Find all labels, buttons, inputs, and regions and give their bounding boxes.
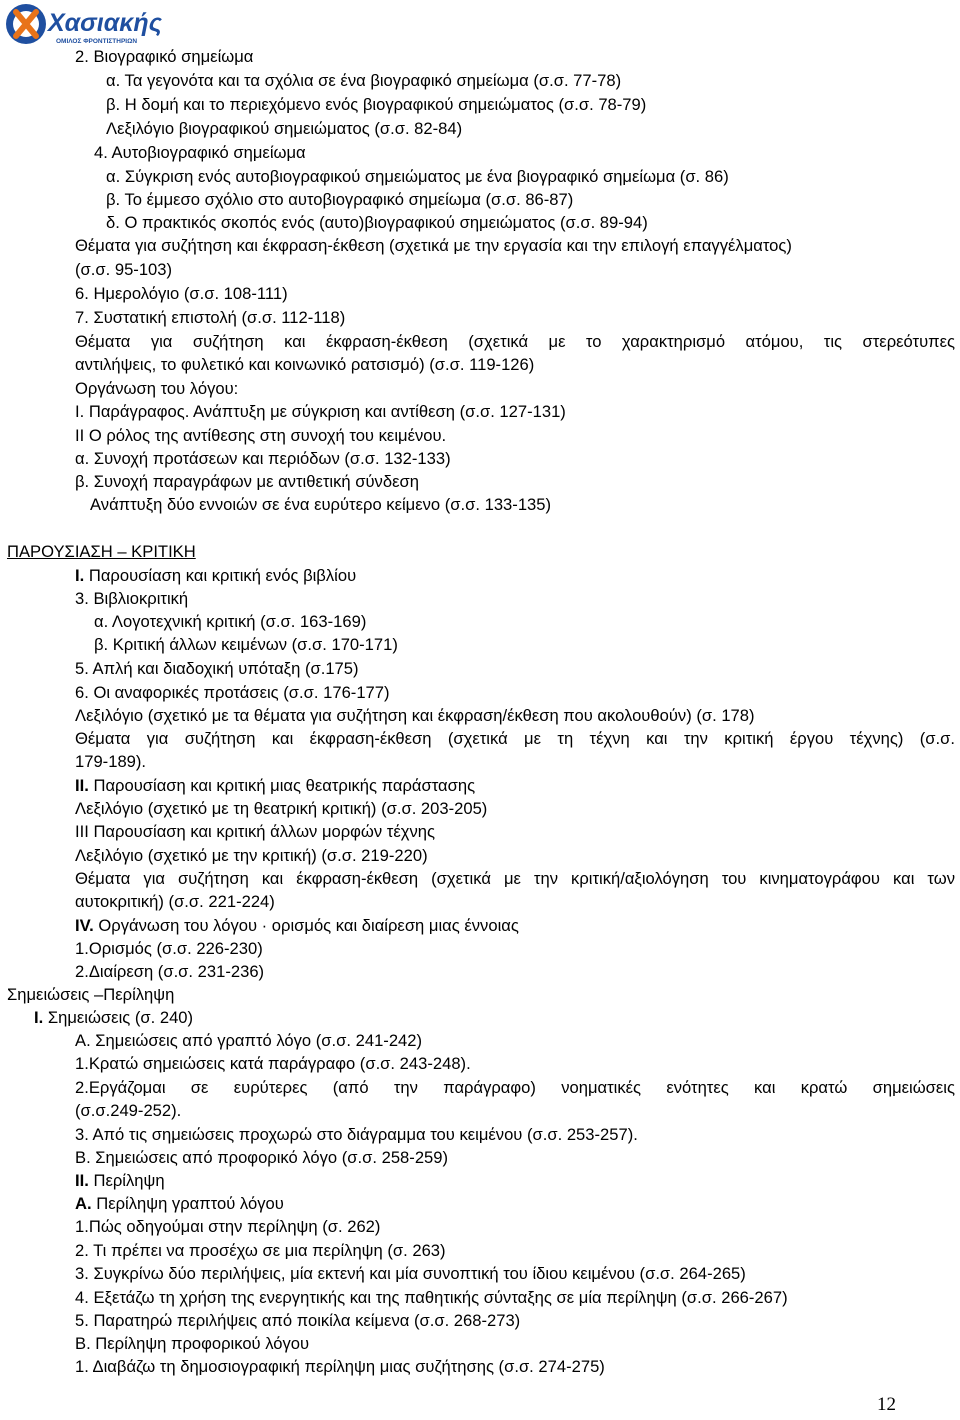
- logo-mark-icon: [4, 2, 190, 46]
- section-heading: ΠΑΡΟΥΣΙΑΣΗ – ΚΡΙΤΙΚΗ: [7, 542, 196, 561]
- text-line: 2.Εργάζομαι σε ευρύτερες (από την παράγραφο) νοηματικές ενότητες και κρατώ σημειώσεις: [75, 1078, 955, 1097]
- section-heading: Σημειώσεις –Περίληψη: [7, 985, 175, 1004]
- text-line: ΙΙ. Παρουσίαση και κριτική μιας θεατρικής παράστασης: [75, 776, 476, 795]
- text-line: Ι. Παρουσίαση και κριτική ενός βιβλίου: [75, 566, 357, 585]
- list-marker: Α.: [75, 1194, 92, 1213]
- text-line: ΙΙ Ο ρόλος της αντίθεσης στη συνοχή του κειμένου.: [75, 426, 447, 445]
- text-line: Θέματα για συζήτηση και έκφραση-έκθεση (σχετικά με τη τέχνη και την κριτική έργου τέχνης) (σ.σ.: [75, 729, 955, 748]
- text-line: 3. Από τις σημειώσεις προχωρώ στο διάγραμμα του κειμένου (σ.σ. 253-257).: [75, 1125, 638, 1144]
- text-line: 4. Αυτοβιογραφικό σημείωμα: [94, 143, 306, 162]
- text-line: β. Η δομή και το περιεχόμενο ενός βιογραφικού σημειώματος (σ.σ. 78-79): [106, 95, 647, 114]
- text-line: Θέματα για συζήτηση και έκφραση-έκθεση (σχετικά με την εργασία και την επιλογή επαγγέλματος): [75, 236, 792, 255]
- list-marker: ΙΙ.: [75, 1171, 89, 1190]
- text-line: α. Τα γεγονότα και τα σχόλια σε ένα βιογραφικό σημείωμα (σ.σ. 77-78): [106, 71, 622, 90]
- page-number: 12: [877, 1394, 896, 1415]
- text-line: Α. Περίληψη γραπτού λόγου: [75, 1194, 284, 1213]
- text-line: 179-189).: [75, 752, 147, 771]
- text-line: β. Συνοχή παραγράφων με αντιθετική σύνδεση: [75, 472, 419, 491]
- text-line: Λεξιλόγιο (σχετικό με τη θεατρική κριτική) (σ.σ. 203-205): [75, 799, 488, 818]
- list-marker: Ι.: [34, 1008, 44, 1027]
- text-line: δ. Ο πρακτικός σκοπός ενός (αυτο)βιογραφικού σημειώματος (σ.σ. 89-94): [106, 213, 648, 232]
- text-line: Ανάπτυξη δύο εννοιών σε ένα ευρύτερο κείμενο (σ.σ. 133-135): [90, 495, 552, 514]
- text-line: 3. Συγκρίνω δύο περιλήψεις, μία εκτενή και μία συνοπτική του ίδιου κειμένου (σ.σ. 264-265): [75, 1264, 746, 1283]
- text-line: Λεξιλόγιο (σχετικό με την κριτική) (σ.σ. 219-220): [75, 846, 428, 865]
- text-line: Λεξιλόγιο βιογραφικού σημειώματος (σ.σ. 82-84): [106, 119, 463, 138]
- list-marker: IV.: [75, 916, 94, 935]
- text-line: β. Κριτική άλλων κειμένων (σ.σ. 170-171): [94, 635, 398, 654]
- text-line: 2. Βιογραφικό σημείωμα: [75, 47, 254, 66]
- text-line: 1.Κρατώ σημειώσεις κατά παράγραφο (σ.σ. 243-248).: [75, 1054, 471, 1073]
- text-line: β. Το έμμεσο σχόλιο στο αυτοβιογραφικό σημείωμα (σ.σ. 86-87): [106, 190, 574, 209]
- text-line: 1.Πώς οδηγούμαι στην περίληψη (σ. 262): [75, 1217, 381, 1236]
- text-line: Θέματα για συζήτηση και έκφραση-έκθεση (σχετικά με το χαρακτηρισμό ατόμου, τις στερεότυπες: [75, 332, 955, 351]
- text-line: α. Συνοχή προτάσεων και περιόδων (σ.σ. 132-133): [75, 449, 451, 468]
- text-line: α. Σύγκριση ενός αυτοβιογραφικού σημειώματος με ένα βιογραφικό σημείωμα (σ. 86): [106, 167, 729, 186]
- list-marker: ΙΙ.: [75, 776, 89, 795]
- text-line: 6. Οι αναφορικές προτάσεις (σ.σ. 176-177): [75, 683, 390, 702]
- text-line: 5. Παρατηρώ περιλήψεις από ποικίλα κείμενα (σ.σ. 268-273): [75, 1311, 521, 1330]
- text-line: Θέματα για συζήτηση και έκφραση-έκθεση (σχετικά με την κριτική/αξιολόγηση του κινηματογράφου και των: [75, 869, 955, 888]
- text-line: αντιλήψεις, το φυλετικό και κοινωνικό ρατσισμό) (σ.σ. 119-126): [75, 355, 535, 374]
- text-line: 1.Ορισμός (σ.σ. 226-230): [75, 939, 263, 958]
- text-line: 7. Συστατική επιστολή (σ.σ. 112-118): [75, 308, 346, 327]
- text-line: (σ.σ. 95-103): [75, 260, 173, 279]
- text-line: ΙΙ. Περίληψη: [75, 1171, 165, 1190]
- brand-logo: [4, 2, 190, 46]
- text-line: (σ.σ.249-252).: [75, 1101, 182, 1120]
- text-line: Οργάνωση του λόγου:: [75, 379, 239, 398]
- logo-brand-text: Χασιακής: [48, 9, 162, 37]
- text-line: Β. Σημειώσεις από προφορικό λόγο (σ.σ. 258-259): [75, 1148, 449, 1167]
- text-line: 4. Εξετάζω τη χρήση της ενεργητικής και της παθητικής σύνταξης σε μία περίληψη (σ.σ. 266-267): [75, 1288, 788, 1307]
- text-line: ΙΙΙ Παρουσίαση και κριτική άλλων μορφών τέχνης: [75, 822, 435, 841]
- text-line: α. Λογοτεχνική κριτική (σ.σ. 163-169): [94, 612, 367, 631]
- text-line: 6. Ημερολόγιο (σ.σ. 108-111): [75, 284, 288, 303]
- text-line: Ι. Παράγραφος. Ανάπτυξη με σύγκριση και αντίθεση (σ.σ. 127-131): [75, 402, 566, 421]
- text-line: 2.Διαίρεση (σ.σ. 231-236): [75, 962, 265, 981]
- text-line: Ι. Σημειώσεις (σ. 240): [34, 1008, 194, 1027]
- text-line: Β. Περίληψη προφορικού λόγου: [75, 1334, 310, 1353]
- text-line: 1. Διαβάζω τη δημοσιογραφική περίληψη μιας συζήτησης (σ.σ. 274-275): [75, 1357, 605, 1376]
- list-marker: Ι.: [75, 566, 85, 585]
- text-line: 5. Απλή και διαδοχική υπόταξη (σ.175): [75, 659, 359, 678]
- text-line: Λεξιλόγιο (σχετικό με τα θέματα για συζήτηση και έκφραση/έκθεση που ακολουθούν) (σ. 178): [75, 706, 755, 725]
- text-line: 3. Βιβλιοκριτική: [75, 589, 189, 608]
- logo-tagline: ΟΜΙΛΟΣ ΦΡΟΝΤΙΣΤΗΡΙΩΝ: [56, 38, 138, 45]
- text-line: αυτοκριτική) (σ.σ. 221-224): [75, 892, 275, 911]
- text-line: IV. Οργάνωση του λόγου · ορισμός και διαίρεση μιας έννοιας: [75, 916, 519, 935]
- text-line: Α. Σημειώσεις από γραπτό λόγο (σ.σ. 241-242): [75, 1031, 423, 1050]
- text-line: 2. Τι πρέπει να προσέχω σε μια περίληψη (σ. 263): [75, 1241, 446, 1260]
